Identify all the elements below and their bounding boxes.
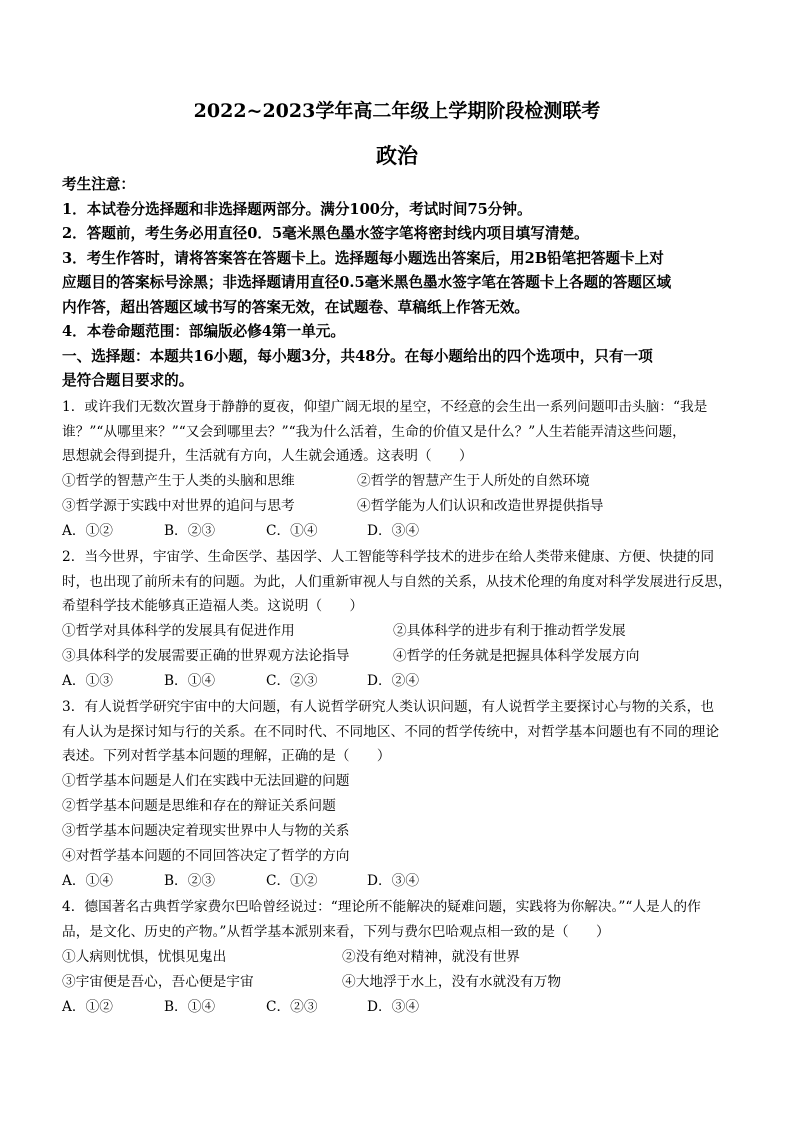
question-2-choice-a[interactable]: A．①③: [62, 673, 113, 689]
notice-item: 内作答，超出答题区域书写的答案无效，在试题卷、草稿纸上作答无效。: [62, 299, 530, 316]
question-1-choice-c[interactable]: C．①④: [266, 523, 318, 539]
notice-item: 应题目的答案标号涂黑；非选择题请用直径0.5毫米黑色墨水签字笔在答题卡上各题的答题区域: [62, 274, 672, 291]
question-3-choice-c[interactable]: C．①②: [266, 873, 318, 889]
notice-item: 4．本卷命题范围：部编版必修4第一单元。: [62, 323, 345, 340]
question-2-statement: ③具体科学的发展需要正确的世界观方法论指导: [62, 648, 350, 664]
question-2-statement: ②具体科学的进步有利于推动哲学发展: [393, 623, 626, 639]
question-1-statement: ③哲学源于实践中对世界的追问与思考: [62, 498, 295, 514]
question-3-statement: ④对哲学基本问题的不同回答决定了哲学的方向: [62, 848, 350, 864]
question-1-choice-d[interactable]: D．③④: [367, 523, 420, 539]
question-3-stem: 表述。下列对哲学基本问题的理解，正确的是（ ）: [62, 748, 391, 764]
notice-heading: 考生注意：: [62, 176, 135, 193]
question-2-choice-c[interactable]: C．②③: [266, 673, 318, 689]
question-3-stem: 有人认为是探讨知与行的关系。在不同时代、不同地区、不同的哲学传统中，对哲学基本问题也有不同的理论: [62, 724, 720, 740]
question-3-stem: 3．有人说哲学研究宇宙中的大问题，有人说哲学研究人类认识问题，有人说哲学主要探讨心与物的关系，也: [62, 699, 715, 715]
section-heading-cont: 是符合题目要求的。: [62, 372, 194, 389]
question-2-choice-b[interactable]: B．①④: [164, 673, 216, 689]
question-3-statement: ①哲学基本问题是人们在实践中无法回避的问题: [62, 773, 350, 789]
question-4-choice-c[interactable]: C．②③: [266, 999, 318, 1015]
question-4-choice-d[interactable]: D．③④: [367, 999, 420, 1015]
exam-title: 2022~2023学年高二年级上学期阶段检测联考: [193, 100, 601, 122]
question-4-statement: ③宇宙便是吾心，吾心便是宇宙: [62, 974, 254, 990]
question-4-choice-b[interactable]: B．①④: [164, 999, 216, 1015]
question-4-statement: ①人病则忧惧，忧惧见鬼出: [62, 949, 227, 965]
question-4-stem: 品，是文化、历史的产物。”从哲学基本派别来看，下列与费尔巴哈观点相一致的是（ ）: [62, 924, 610, 940]
exam-subject: 政治: [376, 143, 418, 168]
question-3-choice-a[interactable]: A．①④: [62, 873, 113, 889]
question-2-statement: ①哲学对具体科学的发展具有促进作用: [62, 623, 295, 639]
notice-item: 2．答题前，考生务必用直径0．5毫米黑色墨水签字笔将密封线内项目填写清楚。: [62, 225, 589, 242]
question-3-statement: ③哲学基本问题决定着现实世界中人与物的关系: [62, 823, 350, 839]
question-2-stem: 2．当今世界，宇宙学、生命医学、基因学、人工智能等科学技术的进步在给人类带来健康、方便、快捷的同: [62, 549, 715, 565]
question-1-choice-b[interactable]: B．②③: [164, 523, 216, 539]
question-1-choice-a[interactable]: A．①②: [62, 523, 113, 539]
question-4-statement: ④大地浮于水上，没有水就没有万物: [342, 974, 562, 990]
question-2-stem: 希望科学技术能够真正造福人类。这说明（ ）: [62, 598, 364, 614]
question-2-statement: ④哲学的任务就是把握具体科学发展方向: [393, 648, 640, 664]
question-1-stem: 思想就会得到提升，生活就有方向，人生就会通透。这表明（ ）: [62, 448, 473, 464]
question-4-choice-a[interactable]: A．①②: [62, 999, 113, 1015]
question-1-stem: 1．或许我们无数次置身于静静的夏夜，仰望广阔无垠的星空，不经意的会生出一系列问题叩击头脑：“我是: [62, 399, 708, 415]
section-heading: 一、选择题：本题共16小题，每小题3分，共48分。在每小题给出的四个选项中，只有一项: [62, 348, 653, 365]
question-3-choice-b[interactable]: B．②③: [164, 873, 216, 889]
question-1-statement: ④哲学能为人们认识和改造世界提供指导: [357, 498, 604, 514]
question-2-stem: 时，也出现了前所未有的问题。为此，人们重新审视人与自然的关系，从技术伦理的角度对科学发展进行反思，: [62, 574, 732, 590]
question-3-statement: ②哲学基本问题是思维和存在的辩证关系问题: [62, 798, 336, 814]
question-2-choice-d[interactable]: D．②④: [367, 673, 420, 689]
question-1-statement: ①哲学的智慧产生于人类的头脑和思维: [62, 473, 295, 489]
question-3-choice-d[interactable]: D．③④: [367, 873, 420, 889]
question-1-statement: ②哲学的智慧产生于人所处的自然环境: [357, 473, 590, 489]
question-4-statement: ②没有绝对精神，就没有世界: [342, 949, 520, 965]
question-1-stem: 谁？”“从哪里来？”“又会到哪里去？”“我为什么活着，生命的价值又是什么？”人生若能弄清这些问题，: [62, 424, 686, 440]
notice-item: 3．考生作答时，请将答案答在答题卡上。选择题每小题选出答案后，用2B铅笔把答题卡上对: [62, 250, 664, 267]
question-4-stem: 4．德国著名古典哲学家费尔巴哈曾经说过：“理论所不能解决的疑难问题，实践将为你解决。”“人是人的作: [62, 899, 701, 915]
notice-item: 1．本试卷分选择题和非选择题两部分。满分100分，考试时间75分钟。: [62, 201, 532, 218]
